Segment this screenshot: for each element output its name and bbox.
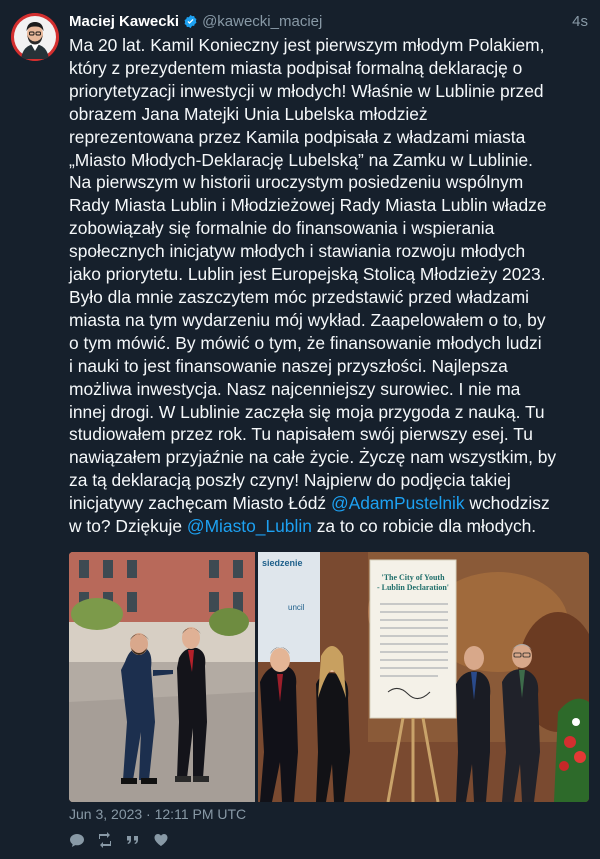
like-icon[interactable]: [153, 832, 169, 848]
author-name[interactable]: Maciej Kawecki: [69, 12, 180, 30]
tweet-text-line: wchodzisz: [464, 493, 550, 514]
mention-link-miasto-lublin[interactable]: @Miasto_Lublin: [186, 516, 312, 537]
reply-icon[interactable]: [69, 832, 85, 848]
tweet-text-line: Ma 20 lat. Kamil Konieczny jest pierwszym młodym Polakiem,: [69, 35, 545, 55]
tweet-text: [69, 34, 589, 538]
tweet-text-line: społecznych inicjatyw młodych i stawiania rozwoju młodych: [69, 241, 526, 262]
photo-ceremony[interactable]: [258, 552, 589, 802]
tweet-text-line: Na pierwszym w historii uroczystym posiedzeniu wspólnym: [69, 172, 524, 193]
tweet-age[interactable]: 4s: [572, 12, 588, 30]
tweet-text-line: zobowiązały się formalnie do finansowania i wspierania: [69, 218, 495, 239]
tweet-text-line: za tą deklaracją poszły czyny! Najpierw do podjęcia takiej: [69, 470, 511, 491]
tweet-actions: [69, 832, 169, 848]
tweet-header: [69, 10, 588, 32]
tweet-text-line: Było dla mnie zaszczytem móc przedstawić przed władzami: [69, 286, 530, 307]
tweet-text-line: innej drogi. W Lublinie zaczęła się moja przygoda z nauką. Tu: [69, 401, 545, 422]
tweet-text-line: miasta na tym wydarzeniu mój wykład. Zaapelowałem o to, by: [69, 309, 546, 330]
tweet-text-line: jako priorytetu. Lublin jest Europejską Stolicą Młodzieży 2023.: [69, 264, 546, 285]
tweet-text-line: reprezentowana przez Kamila podpisała z władzami miasta: [69, 126, 526, 147]
declaration-title: 'The City of Youth: [381, 573, 445, 582]
tweet-media: [69, 552, 589, 802]
tweet-text-line: możliwa inwestycja. Nasz najcenniejszy surowiec. I nie ma: [69, 378, 521, 399]
tweet-text-line: „Miasto Młodych-Deklarację Lubelską” na Zamku w Lublinie.: [69, 149, 533, 170]
tweet-text-line: w to? Dziękuje: [69, 516, 187, 537]
retweet-icon[interactable]: [97, 832, 113, 848]
tweet-text-line: za to co robicie dla młodych.: [311, 516, 537, 537]
tweet-text-line: priorytetyzacji inwestycji w młodych! Właśnie w Lublinie przed: [69, 80, 544, 101]
tweet-text-line: inicjatywy zachęcam Miasto Łódź: [69, 493, 331, 514]
author-handle[interactable]: @kawecki_maciej: [202, 12, 323, 30]
tweet-text-line: o tym mówić. By mówić o tym, że finansowanie młodych ludzi: [69, 332, 542, 353]
photo-ceremony-illustration: [258, 552, 589, 802]
tweet-text-line: nawiązałem przyjaźnie na całe życie. Życzę nam wszystkim, by: [69, 447, 557, 468]
declaration-title-2: - Lublin Declaration': [376, 583, 450, 592]
quote-icon[interactable]: [125, 832, 141, 848]
backdrop-text: siedzenie: [262, 558, 303, 568]
photo-street-two-men[interactable]: [69, 552, 255, 802]
photo-street-illustration: [69, 552, 255, 802]
tweet-text-line: i nauki to jest finansowanie naszej przyszłości. Najlepsza: [69, 355, 508, 376]
mention-link-adampustelnik[interactable]: @AdamPustelnik: [330, 493, 465, 514]
post-date[interactable]: Jun 3, 2023 · 12:11 PM UTC: [69, 806, 247, 822]
backdrop-text-2: uncil: [288, 603, 305, 612]
tweet-text-line: studiowałem przez rok. Tu napisałem swój pierwszy esej. Tu: [69, 424, 533, 445]
tweet-text-line: obrazem Jana Matejki Unia Lubelska młodzież: [69, 103, 428, 124]
tweet-text-line: który z prezydentem miasta podpisał formalną deklarację o: [69, 57, 523, 78]
avatar[interactable]: [11, 13, 59, 61]
tweet-text-line: Rady Miasta Lublin i Młodzieżowej Rady Miasta Lublin władze: [69, 195, 547, 216]
avatar-illustration: [11, 13, 59, 61]
verified-badge-icon: [183, 14, 198, 29]
